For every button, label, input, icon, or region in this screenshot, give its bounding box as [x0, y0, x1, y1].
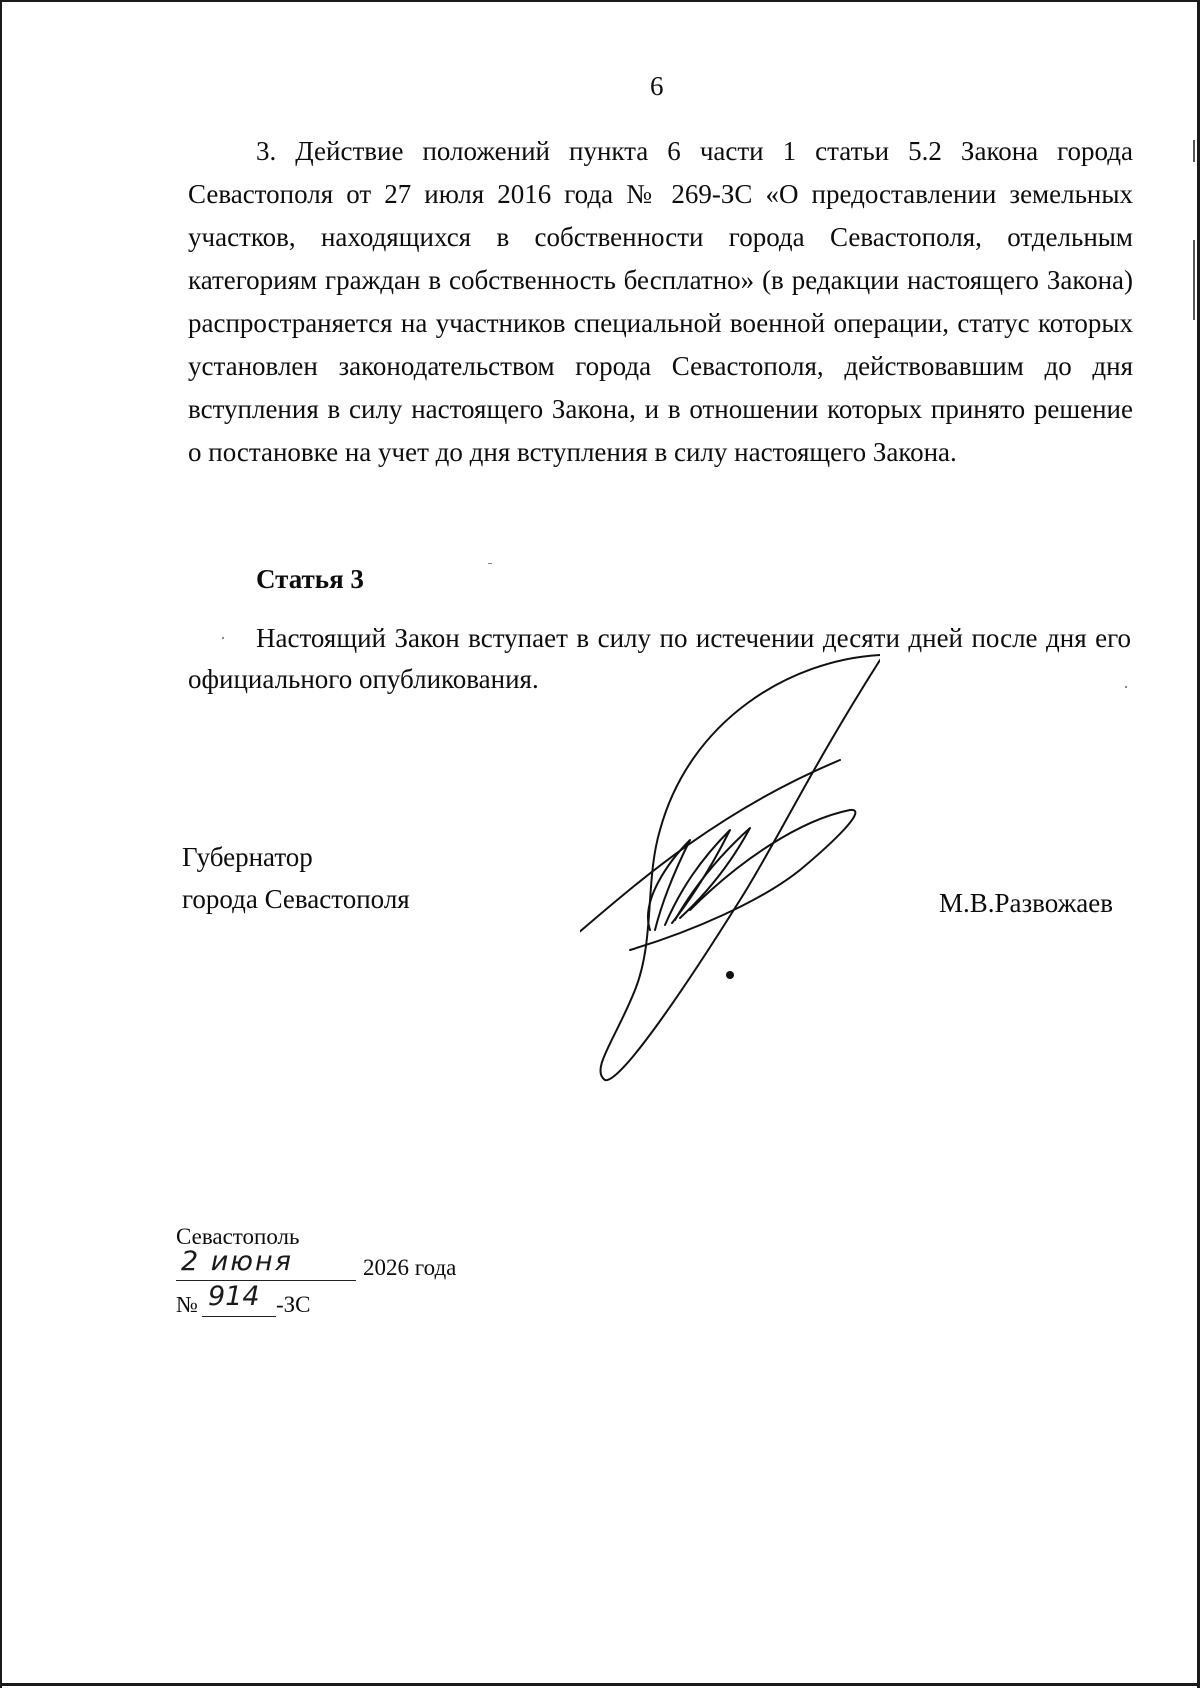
paragraph-3: 3. Действие положений пункта 6 части 1 статьи 5.2 Закона города Севастополя от 27 июля 2016 года № 269-ЗС «О предоставлении земельных участков, находящихся в собственности города Севастополя, отдельным категориям граждан в собственность бесплатно» (в редакции настоящего Закона) распространяется на участников специальной военной операции, статус которых установлен законодательством города Севастополя, действовавшим до дня вступления в силу настоящего Закона, и в отношении которых принято решение о постановке на учет до дня вступления в силу настоящего Закона.	[188, 136, 1133, 467]
number-blank-line	[202, 1283, 276, 1317]
scan-border-bottom	[0, 1683, 1200, 1686]
signatory-name: М.В.Развожаев	[939, 888, 1113, 918]
scan-speck	[222, 637, 224, 639]
article-text: Настоящий Закон вступает в силу по истечении десяти дней после дня его официального опубликования.	[188, 623, 1131, 694]
scan-speck	[1125, 686, 1127, 688]
signatory-title-line2: города Севастополя	[182, 884, 410, 914]
date-blank-line	[176, 1248, 356, 1281]
signing-year: 2026 года	[363, 1255, 457, 1280]
signatory-title-line1: Губернатор	[182, 842, 313, 872]
scan-edge-mark	[1193, 240, 1195, 320]
scan-speck	[488, 563, 492, 564]
handwritten-number: 914	[208, 1281, 260, 1312]
scan-border-left	[0, 0, 2, 1688]
law-number-line	[176, 1283, 476, 1323]
handwritten-signature	[580, 640, 880, 1090]
scan-border-top	[0, 0, 1200, 2]
number-sign: №	[176, 1292, 198, 1317]
handwritten-date: 2 июня	[181, 1246, 293, 1277]
signatory-title	[182, 836, 410, 920]
page-number: 6	[650, 71, 664, 101]
signing-city: Севастополь	[176, 1224, 300, 1249]
scan-edge-mark	[1193, 140, 1195, 162]
article-heading: Статья 3	[256, 564, 364, 594]
number-suffix: -ЗС	[276, 1292, 311, 1317]
